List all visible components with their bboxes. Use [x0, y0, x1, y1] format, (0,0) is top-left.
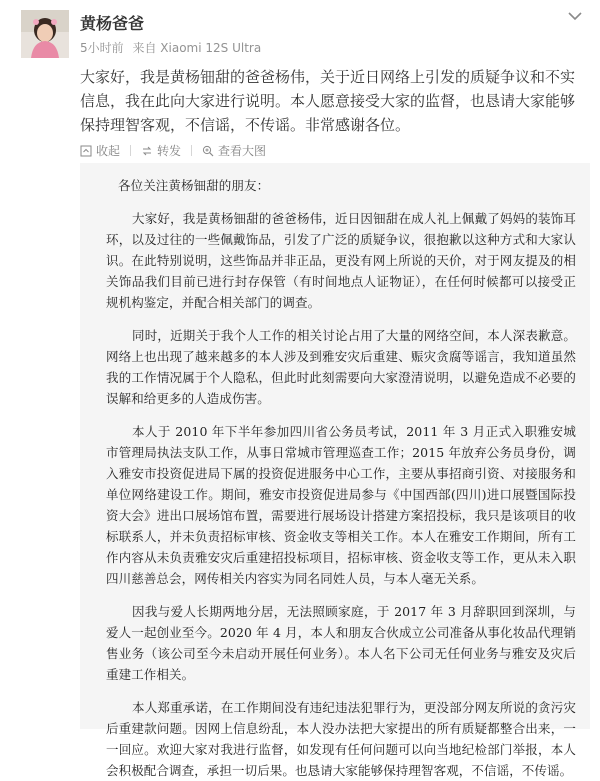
statement-paragraph: 因我与爱人长期两地分居，无法照顾家庭，于 2017 年 3 月辞职回到深圳，与爱人一起创业至今。2020 年 4 月，本人和朋友合伙成立公司准备从事化妆品代理销售业务（该公司至今未启动开展任何业务）。本人名下公司无任何业务与雅安及灾后重建工作相关。 — [106, 604, 576, 682]
statement-paragraph: 同时，近期关于我个人工作的相关讨论占用了大量的网络空间，本人深表歉意。网络上也出现了越来越多的本人涉及到雅安灾后重建、赈灾贪腐等谣言，我知道虽然我的工作情况属于个人隐私，但此时此刻需要向大家澄清说明，以避免造成不必要的误解和给更多的人造成伤害。 — [106, 328, 576, 406]
statement-paragraph: 本人郑重承诺，在工作期间没有违纪违法犯罪行为，更没部分网友所说的贪污灾后重建款问题。因网上信息纷乱，本人没办法把大家提出的所有质疑都整合出来，一一回应。欢迎大家对我进行监督，如发现有任何问题可以向当地纪检部门举报，本人会积极配合调查，承担一切后果。也恳请大家能够保持理智客观，不信谣，不传谣。 — [106, 700, 576, 778]
statement-image[interactable] — [80, 163, 590, 778]
repost-button[interactable] — [141, 142, 181, 159]
post-source: 来自 Xiaomi 12S Ultra — [132, 41, 262, 55]
avatar-image — [21, 10, 69, 58]
divider — [191, 145, 192, 156]
statement-paragraph: 本人于 2010 年下半年参加四川省公务员考试，2011 年 3 月正式入职雅安城市管理局执法支队工作，从事日常城市管理巡查工作；2015 年放弃公务员身份，调入雅安市投资促进局下属的投资促进服务中心工作，主要从事招商引资、对接服务和单位网络建设工作。期间，雅安市投资促进局参与《中国西部(四川)进口展暨国际投资大会》进出口展场馆布置，需要进行展场设计搭建方案招投标，我只是该项目的收标联系人，并未负责招标审核、资金收支等相关工作。本人在雅安工作期间，所有工作内容从未负责雅安灾后重建招投标项目，招标审核、资金收支等工作，更从未入职四川慈善总会，网传相关内容实为同名同姓人员，与本人毫无关系。 — [106, 424, 576, 586]
statement-paragraph: 大家好，我是黄杨钿甜的爸爸杨伟，近日因钿甜在成人礼上佩戴了妈妈的装饰耳环，以及过往的一些佩戴饰品，引发了广泛的质疑争议，很抱歉以这种方式和大家认识。在此特别说明，这些饰品并非正品，更没有网上所说的天价，对于网友提及的相关饰品我们目前已进行封存保管（有时间地点人证物证），在任何时候都可以接受正规机构鉴定，并配合相关部门的调查。 — [106, 211, 576, 310]
collapse-icon — [80, 145, 92, 157]
repost-label: 转发 — [157, 144, 182, 158]
view-large-button[interactable] — [202, 142, 266, 159]
chevron-down-icon[interactable] — [566, 8, 584, 22]
avatar[interactable] — [21, 10, 69, 58]
zoom-in-icon — [202, 145, 214, 157]
collect-label: 收起 — [96, 144, 121, 158]
collect-button[interactable] — [80, 142, 120, 159]
repost-icon — [141, 145, 153, 157]
author-name[interactable]: 黄杨爸爸 — [80, 14, 145, 33]
post-meta — [80, 39, 266, 56]
post-text: 大家好，我是黄杨钿甜的爸爸杨伟，关于近日网络上引发的质疑争议和不实信息，我在此向大家进行说明。本人愿意接受大家的监督，也恳请大家能够保持理智客观，不信谣，不传谣。非常感谢各位。 — [80, 68, 576, 134]
view-large-label: 查看大图 — [218, 144, 267, 158]
image-toolbar — [80, 142, 266, 159]
statement-salutation: 各位关注黄杨钿甜的朋友： — [118, 178, 270, 193]
post-time[interactable]: 5小时前 — [80, 41, 124, 55]
divider — [130, 145, 131, 156]
